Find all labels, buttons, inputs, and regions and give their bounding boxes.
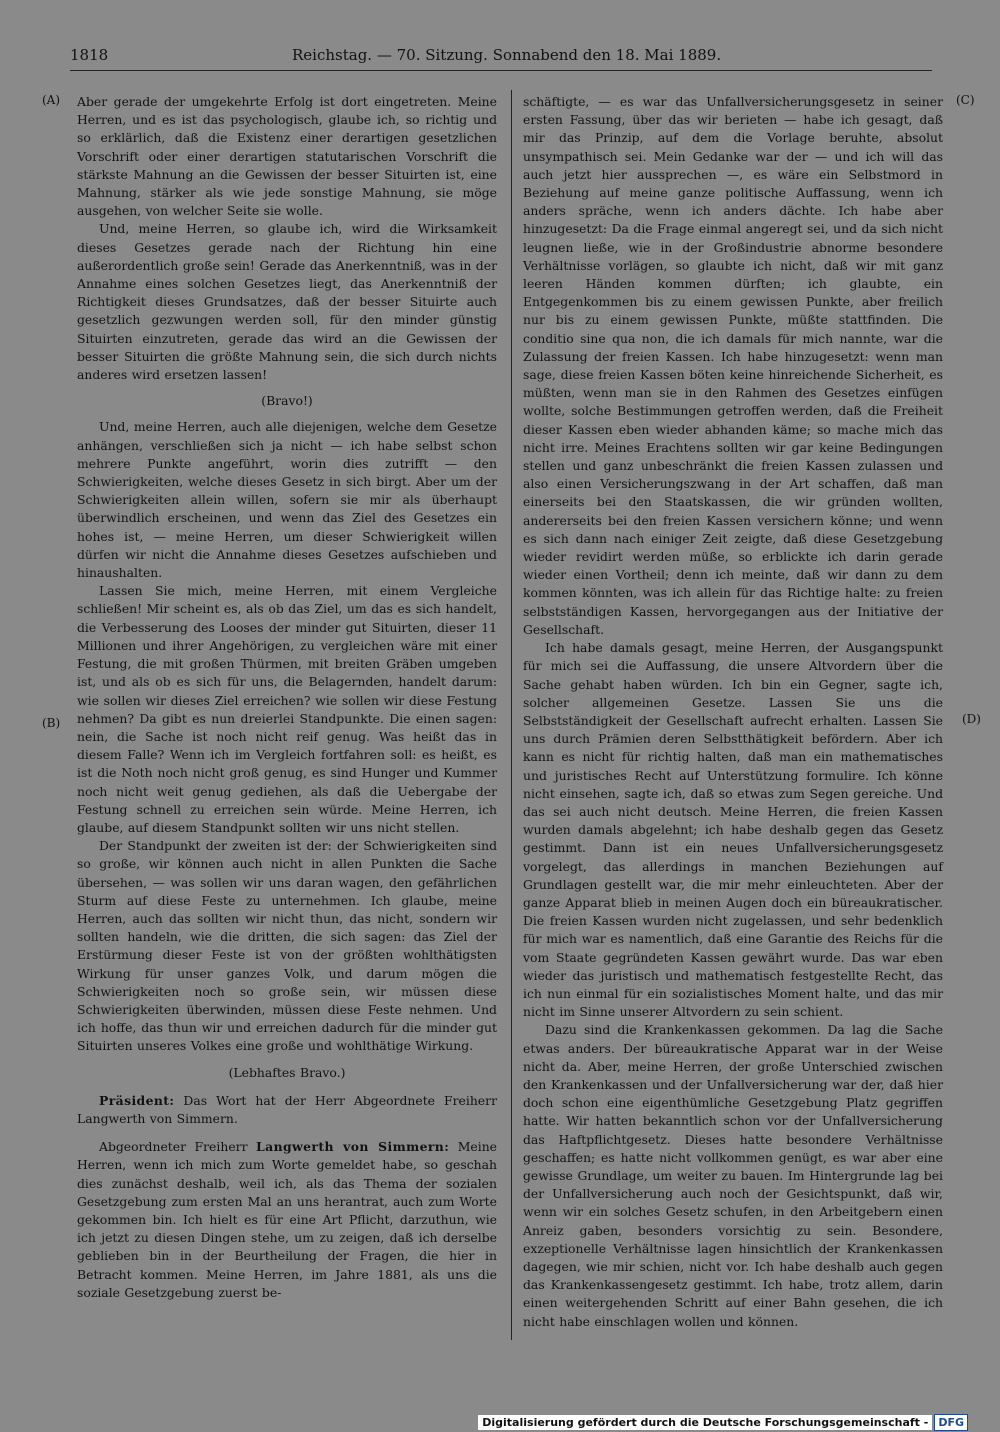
paragraph: Der Standpunkt der zweiten ist der: der Schwierigkeiten sind so große, wir können auch nicht in allen Punkten die Sache übersehen, — was sollen wir uns daran wagen, den gefährlichen Sturm auf diese Feste zu unternehmen. Ich glaube, meine Herren, auch das sollten wir nicht thun, das nicht, sondern wir sollten handeln, wie die dritten, die sich sagen: das Ziel der Erstürmung dieser Feste ist von der größten wohlthätigsten Wirkung für unser ganzes Volk, und darum mögen die Schwierigkeiten noch so große sein, wir müssen diese Schwierigkeiten überwinden, müssen diese Feste nehmen. Und ich hoffe, das thun wir und erreichen dadurch für die minder gut Situirten unseres Volkes eine große und wohlthätige Wirkung. <box>77 838 497 1054</box>
paragraph: Ich habe damals gesagt, meine Herren, der Ausgangspunkt für mich sei die Auffassung, die unsere Altvordern über die Sache gehabt haben würden. Ich bin ein Gegner, sagte ich, solcher allgemeinen Gesetze. Lassen Sie uns die Selbstständigkeit der Gesellschaft aufrecht erhalten. Lassen Sie uns durch Prämien deren Selbstthätigkeit befördern. Aber ich kann es nicht für richtig halten, daß man ein mathematisches und juristisches Recht auf Unterstützung formulire. Ich könne nicht einsehen, sagte ich, daß so etwas zum Segen gereiche. Und das sei auch nicht deutsch. Meine Herren, die freien Kassen wurden damals abgelehnt; ich habe deshalb gegen das Gesetz gestimmt. Dann ist ein neues Unfallversicherungsgesetz vorgelegt, das allerdings in manchen Beziehungen auf Grundlagen gestellt war, die mir mehr einleuchteten. Aber der ganze Apparat blieb in meinen Augen doch ein büreaukratischer. Die freien Kassen wurden nicht zugelassen, und sehr bedenklich für mich war es namentlich, daß eine Garantie des Reichs für die vom Staate gegründeten Kassen gewährt wurde. Das war eben wieder das juristisch und mathematisch festgestellte Recht, das ich nun einmal für ein sozialistisches Moment halte, und das mir nicht im Sinne unserer Altvordern zu sein schient. <box>523 640 943 1020</box>
right-column <box>523 93 943 1331</box>
dfg-logo: DFG <box>934 1414 968 1431</box>
left-column <box>77 93 497 1302</box>
running-head: Reichstag. — 70. Sitzung. Sonnabend den 18. Mai 1889. <box>292 46 722 64</box>
speaker-label: Präsident: <box>99 1092 175 1108</box>
header-rule <box>70 70 932 71</box>
page-number: 1818 <box>70 46 109 64</box>
margin-marker-a: (A) <box>42 93 61 107</box>
margin-marker-b: (B) <box>42 716 61 730</box>
paragraph: Dazu sind die Krankenkassen gekommen. Da lag die Sache etwas anders. Der büreaukratische Apparat war in der Weise nicht da. Aber, meine Herren, der große Unterschied zwischen den Krankenkassen und der Unfallversicherung war der, daß hier doch schon eine eigenthümliche Gesetzgebung Platz gegriffen hatte. Wir hatten bekanntlich schon vor der Unfallversicherung das Haftpflichtgesetz. Dieses hatte besondere Verhältnisse geschaffen; es hatte nicht vollkommen genügt, es war aber eine gewisse Grundlage, um weiter zu bauen. Im Hintergrunde lag bei der Unfallversicherung auch noch der Gesichtspunkt, daß wir, wenn wir ein solches Gesetz schufen, in den Arbeitgebern einen Anreiz gaben, besonders vorsichtig zu sein. Besondere, exzeptionelle Verhältnisse lagen hinsichtlich der Krankenkassen dagegen, wie mir schien, nicht vor. Ich habe deshalb auch gegen das Krankenkassengesetz gestimmt. Ich habe, trotz allem, darin einen weitergehenden Schritt auf einer Bahn gesehen, die ich nicht habe einschlagen wollen und können. <box>523 1022 943 1329</box>
statement-text: Meine Herren, wenn ich mich zum Worte gemeldet habe, so geschah dies zunächst deshalb, weil ich, als das Thema der sozialen Gesetzgebung zum ersten Mal an uns herantrat, auch zum Worte gekommen bin. Ich hielt es für eine Art Pflicht, darzuthun, wie ich jetzt zu diesen Dingen stehe, um zu zeigen, daß ich derselbe geblieben bin in der Beurtheilung der Fragen, die hier in Betracht kommen. Meine Herren, im Jahre 1881, als uns die soziale Gesetzgebung zuerst be- <box>77 1139 498 1300</box>
president-statement <box>77 1092 497 1128</box>
column-divider <box>511 90 512 1340</box>
interjection: (Bravo!) <box>261 393 313 409</box>
page-header <box>70 46 932 70</box>
paragraph: Und, meine Herren, auch alle diejenigen, welche dem Gesetze anhängen, verschließen sich ja nicht — ich habe selbst schon mehrere Punkte angeführt, worin dies zutrifft — den Schwierigkeiten, welche dieses Gesetz in sich birgt. Aber um der Schwierigkeiten allein willen, sofern sie mir als überhaupt überwindlich erscheinen, und wenn das Ziel des Gesetzes ein hohes ist, — meine Herren, um dieser Schwierigkeit willen dürfen wir nicht die Annahme dieses Gesetzes aufschieben und hinaushalten. <box>77 419 497 581</box>
margin-marker-c: (C) <box>956 93 975 107</box>
statement-text: Das Wort hat der Herr Abgeordnete Freiherr Langwerth von Simmern. <box>77 1092 497 1126</box>
speaker-intro: Abgeordneter Freiherr <box>99 1139 257 1155</box>
interjection: (Lebhaftes Bravo.) <box>228 1064 346 1080</box>
paragraph: schäftigte, — es war das Unfallversicherungsgesetz in seiner ersten Fassung, über das wir berieten — habe ich gesagt, daß mir das Prinzip, auf dem die Vorlage beruhte, absolut unsympathisch sei. Mein Gedanke war der — und ich will das auch jetzt hier aussprechen —, es wäre ein Selbstmord in Beziehung auf meine ganze politische Auffassung, wenn ich anders spräche, wenn ich anders dächte. Ich habe aber hinzugesetzt: Da die Frage einmal angeregt sei, und da sich nicht leugnen ließe, wie in der Großindustrie abnorme besondere Verhältnisse vorlägen, so glaubte ich nicht, daß wir mit ganz leeren Händen kommen dürften; ich glaubte, ein Entgegenkommen bis zu einem gewissen Punkte, aber freilich nur bis zu einem gewissen Punkte, müßte stattfinden. Die conditio sine qua non, die ich damals für mich nannte, war die Zulassung der freien Kassen. Ich habe hinzugesetzt: wenn man sage, diese freien Kassen böten keine hinreichende Sicherheit, es müßten, wenn man sie in den Rahmen des Gesetzes einfügen wollte, solche Bestimmungen getroffen werden, daß die Freiheit dieser Kassen eben wieder abhanden käme; so mache mich das nicht irre. Meines Erachtens sollten wir gar keine Bedingungen stellen und ganz unbeschränkt die freien Kassen zulassen und also einen Versicherungszwang in der Art schaffen, daß man einerseits bei den Staatskassen, die wir gründen wollten, andererseits bei den freien Kassen versichern könne; und wenn es sich dann nach einiger Zeit zeigte, daß diese Gesetzgebung wieder revidirt werden müße, so erblickte ich darin gerade wieder einen Vortheil; denn ich meinte, daß wir dann zu dem kommen könnten, was ich allein für das Richtige halte: zu freien selbstständigen Kassen, hervorgegangen aus der Initiative der Gesellschaft. <box>523 94 943 637</box>
paragraph: Lassen Sie mich, meine Herren, mit einem Vergleiche schließen! Mir scheint es, als ob das Ziel, um das es sich handelt, die Verbesserung des Looses der minder gut Situirten, dieser 11 Millionen und ihrer Angehörigen, zu vergleichen wäre mit einer Festung, die mit großen Thürmen, mit breiten Gräben umgeben ist, und als ob es sich für uns, die Belagernden, handelt darum: wie sollen wir dieses Ziel erreichen? wie sollen wir diese Festung nehmen? Da gibt es nun dreierlei Standpunkte. Die einen sagen: nein, die Sache ist noch nicht reif genug. Was heißt das in diesem Falle? Wenn ich im Vergleich fortfahren soll: es heißt, es ist die Noth noch nicht groß genug, es sind Hunger und Kummer noch nicht weit genug gediehen, als daß die Uebergabe der Festung schnell zu erreichen sein würde. Meine Herren, ich glaube, auf diesem Standpunkt sollten wir uns nicht stellen. <box>77 583 497 835</box>
speaker-statement <box>77 1138 497 1302</box>
paragraph: Und, meine Herren, so glaube ich, wird die Wirksamkeit dieses Gesetzes gerade nach der Richtung hin eine außerordentlich große sein! Gerade das Anerkenntniß, was in der Annahme eines solchen Gesetzes liegt, das Anerkenntniß der Richtigkeit dieses Grundsatzes, daß der besser Situirte auch gesetzlich gezwungen werden soll, für den minder günstig Situirten einzutreten, gerade das wird an die Gewissen der besser Situirten die größte Mahnung sein, die sich durch nichts anderes wird ersetzen lassen! <box>77 221 497 383</box>
margin-marker-d: (D) <box>962 712 981 726</box>
paragraph: Aber gerade der umgekehrte Erfolg ist dort eingetreten. Meine Herren, und es ist das psychologisch, glaube ich, so richtig und so erklärlich, daß die Existenz einer derartigen gesetzlichen Vorschrift oder einer derartigen statutarischen Vorschrift die stärkste Mahnung an die Gewissen der besser Situirten ist, eine Mahnung, stärker als wie jede sonstige Mahnung, sie möge ausgehen, von welcher Seite sie wolle. <box>77 94 497 219</box>
speaker-name: Langwerth von Simmern: <box>256 1139 450 1155</box>
footer-text: Digitalisierung gefördert durch die Deutsche Forschungsgemeinschaft - <box>478 1415 932 1430</box>
footer-credit <box>478 1414 968 1432</box>
